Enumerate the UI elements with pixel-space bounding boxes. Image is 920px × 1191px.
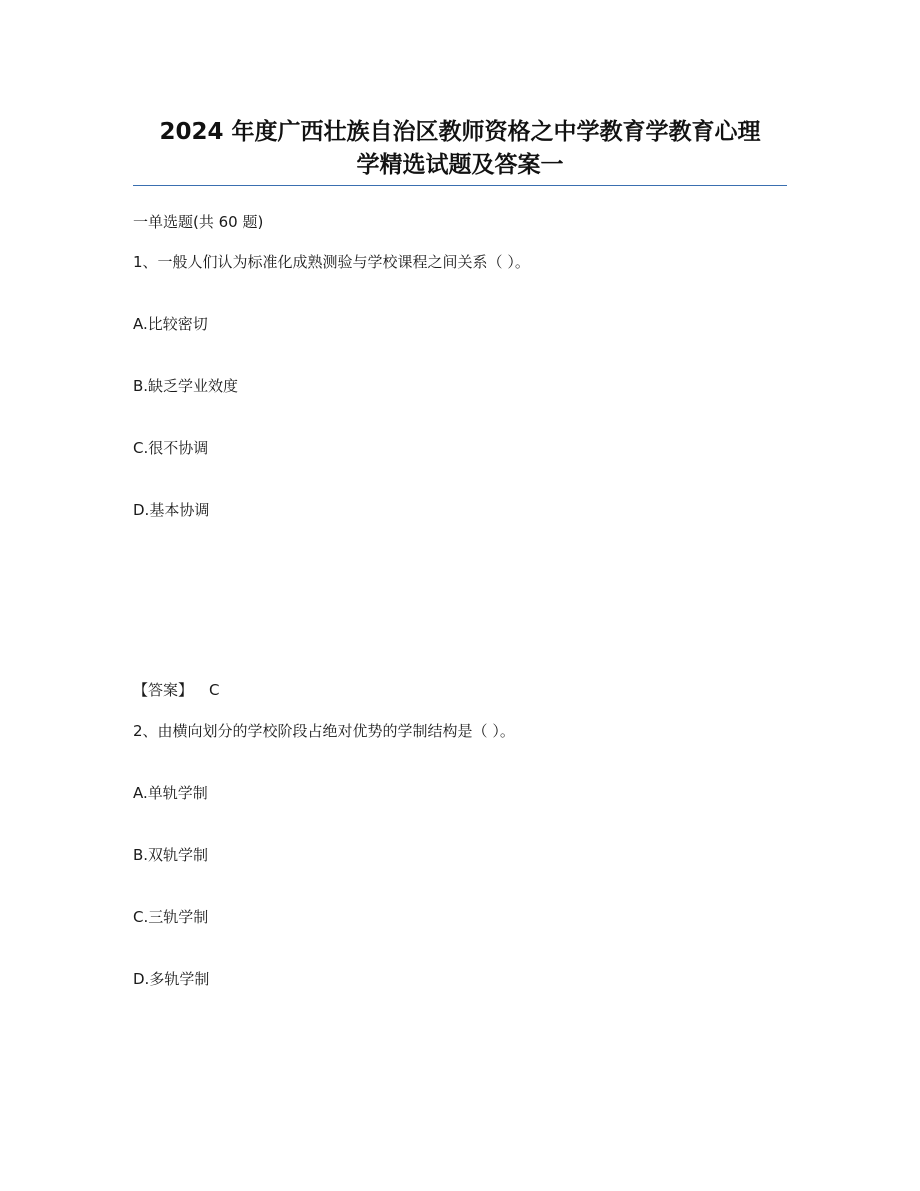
title-divider	[133, 185, 787, 186]
option-c: C.三轨学制	[133, 908, 209, 926]
answer-value: C	[209, 681, 220, 699]
question-stem: 1、一般人们认为标准化成熟测验与学校课程之间关系（ ）。	[133, 253, 530, 271]
title-line-2: 学精选试题及答案一	[356, 152, 564, 178]
question-stem: 2、由横向划分的学校阶段占绝对优势的学制结构是（ ）。	[133, 722, 515, 740]
title-line-1: 2024 年度广西壮族自治区教师资格之中学教育学教育心理	[159, 119, 761, 145]
option-c: C.很不协调	[133, 439, 209, 457]
option-a: A.比较密切	[133, 315, 208, 333]
answer-line	[133, 679, 220, 701]
option-b: B.缺乏学业效度	[133, 377, 239, 395]
option-d: D.多轨学制	[133, 970, 210, 988]
option-b: B.双轨学制	[133, 846, 209, 864]
option-a: A.单轨学制	[133, 784, 208, 802]
option-d: D.基本协调	[133, 501, 210, 519]
answer-label: 【答案】	[133, 681, 194, 699]
section-heading: 一单选题(共 60 题)	[133, 213, 264, 231]
